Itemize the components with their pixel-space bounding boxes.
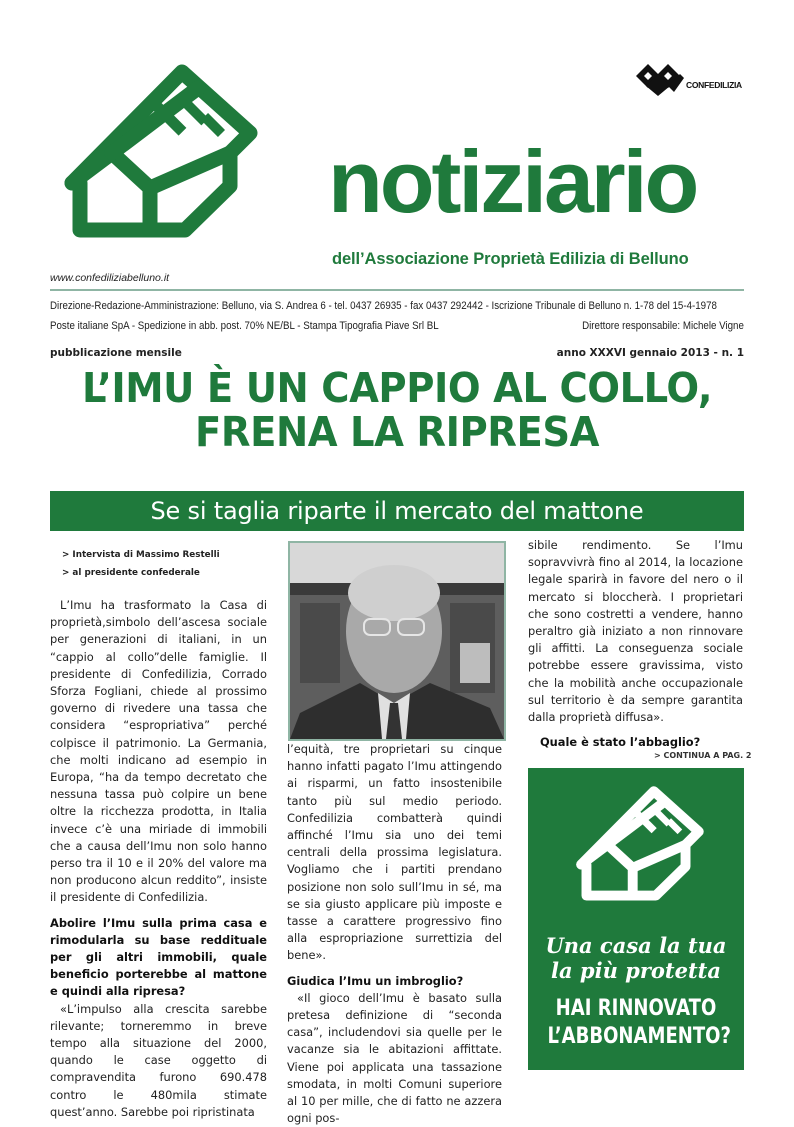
article-column-3	[528, 537, 743, 751]
ad-tagline	[528, 933, 744, 983]
paragraph: «Il gioco dell’Imu è basato sulla pretesa definizione di “seconda casa”, includendovi sia quelle per le vacanze sia le abitazioni affittate. Viene poi applicata una tassazione smodata, in molti Comuni superiore al 10 per mille, che di fatto ne azzera ogni pos-	[287, 990, 502, 1126]
article-column-2	[287, 741, 502, 1127]
publication-title: notiziario	[328, 132, 697, 231]
ad-cta-line-2: L’ABBONAMENTO?	[547, 1024, 731, 1049]
house-logo-icon	[566, 782, 706, 922]
website-url[interactable]: www.confediliziabelluno.it	[50, 272, 170, 284]
publisher-info-line: Direzione-Redazione-Amministrazione: Belluno, via S. Andrea 6 - tel. 0437 26935 - fax 0437 292442 - Iscrizione Tribunale di Belluno n. 1-78 del 15-4-1978	[50, 300, 717, 312]
issue-number: anno XXXVI gennaio 2013 - n. 1	[556, 347, 744, 359]
paragraph: «L’impulso alla crescita sarebbe rilevante; torneremmo in breve tempo alla situazione del 2000, quando le case oggetto di compravendita furono 690.478 contro le 480mila stimate quest’anno. Sarebbe poi ripristinata	[50, 1001, 267, 1119]
interview-question: Abolire l’Imu sulla prima casa e rimodularla su base reddituale per gli altri immobili, quale beneficio porterebbe al mattone e quindi alla ripresa?	[50, 915, 267, 999]
ad-tagline-line-2: la più protetta	[551, 958, 721, 983]
postal-info-line: Poste italiane SpA - Spedizione in abb. post. 70% NE/BL - Stampa Tipografia Piave Srl BL	[50, 320, 439, 332]
byline-author: > Intervista di Massimo Restelli	[62, 550, 220, 560]
ape-house-logo	[50, 58, 260, 270]
publication-subtitle: dell’Associazione Proprietà Edilizia di Belluno	[332, 250, 689, 268]
portrait-image-icon	[290, 543, 504, 739]
interview-question: Quale è stato l’abbaglio?	[540, 735, 701, 750]
continue-on-page-link[interactable]: > CONTINUA A PAG. 2	[654, 751, 752, 760]
ad-call-to-action	[547, 995, 731, 1051]
paragraph: l’equità, tre proprietari su cinque hanno infatti pagato l’Imu attingendo ai risparmi, un fatto insostenibile tanto più sul medio periodo. Confedilizia combatterà quindi affinché l’Imu sia uno dei temi centrali della prossima legislatura. Vogliamo che i partiti prendano posizione non solo sull’Imu in sé, ma se sia giusto applicare più imposte e tasse a carattere progressivo fino alla espropriazione surrettizia del bene».	[287, 742, 502, 963]
paragraph: sibile rendimento. Se l’Imu sopravvivrà fino al 2014, la locazione legale sparirà in favore del nero o il mercato si bloccherà. I proprietari che sono costretti a vendere, hanno peraltro già iniziato a non rinnovare gli affitti. La conseguenza sociale potrebbe essere gravissima, visto che la mobilità anche occupazionale sul territorio è da sempre garantita dalla proprietà diffusa».	[528, 538, 743, 725]
article-headline	[61, 366, 732, 454]
house-logo-icon	[50, 58, 260, 270]
subscription-ad[interactable]	[528, 768, 744, 1070]
article-column-1	[50, 597, 267, 1121]
confedilizia-wordmark: CONFEDILIZIA	[686, 80, 742, 90]
headline-line-1: L’IMU È UN CAPPIO AL COLLO,	[81, 364, 713, 412]
confedilizia-mark-icon	[634, 62, 746, 96]
interview-question: Giudica l’Imu un imbroglio?	[287, 973, 464, 988]
byline	[62, 546, 220, 582]
ad-house-logo	[566, 782, 706, 922]
ad-cta-line-1: HAI RINNOVATO	[555, 996, 717, 1021]
ad-tagline-line-1: Una casa la tua	[545, 933, 727, 958]
headline-line-2: FRENA LA RIPRESA	[195, 408, 599, 456]
publication-frequency: pubblicazione mensile	[50, 347, 182, 359]
president-photo	[288, 541, 506, 741]
director-credit: Direttore responsabile: Michele Vigne	[582, 320, 744, 332]
article-deck-banner: Se si taglia riparte il mercato del mattone	[50, 491, 744, 531]
byline-subject: > al presidente confederale	[62, 568, 200, 578]
confedilizia-logo	[634, 62, 746, 96]
paragraph: L’Imu ha trasformato la Casa di proprietà,simbolo dell’ascesa sociale per generazioni di italiani, in un “cappio al collo”delle famiglie. Il presidente di Confedilizia, Corrado Sforza Fogliani, chiede al prossimo governo di rivedere una tassa che considera “espropriativa” perché colpisce il patrimonio. La Germania, che molti indicano ad esempio in Europa, “ha da tempo decretato che nessuna tassa può colpire un bene oltre la ricchezza prodotta, in Italia invece c’è una miriade di immobili che a causa dell’Imu non solo hanno perso tra il 10 e il 20% del valore ma non producono alcun reddito”, insiste il presidente di Confedilizia.	[50, 598, 267, 905]
masthead-divider	[50, 289, 744, 291]
